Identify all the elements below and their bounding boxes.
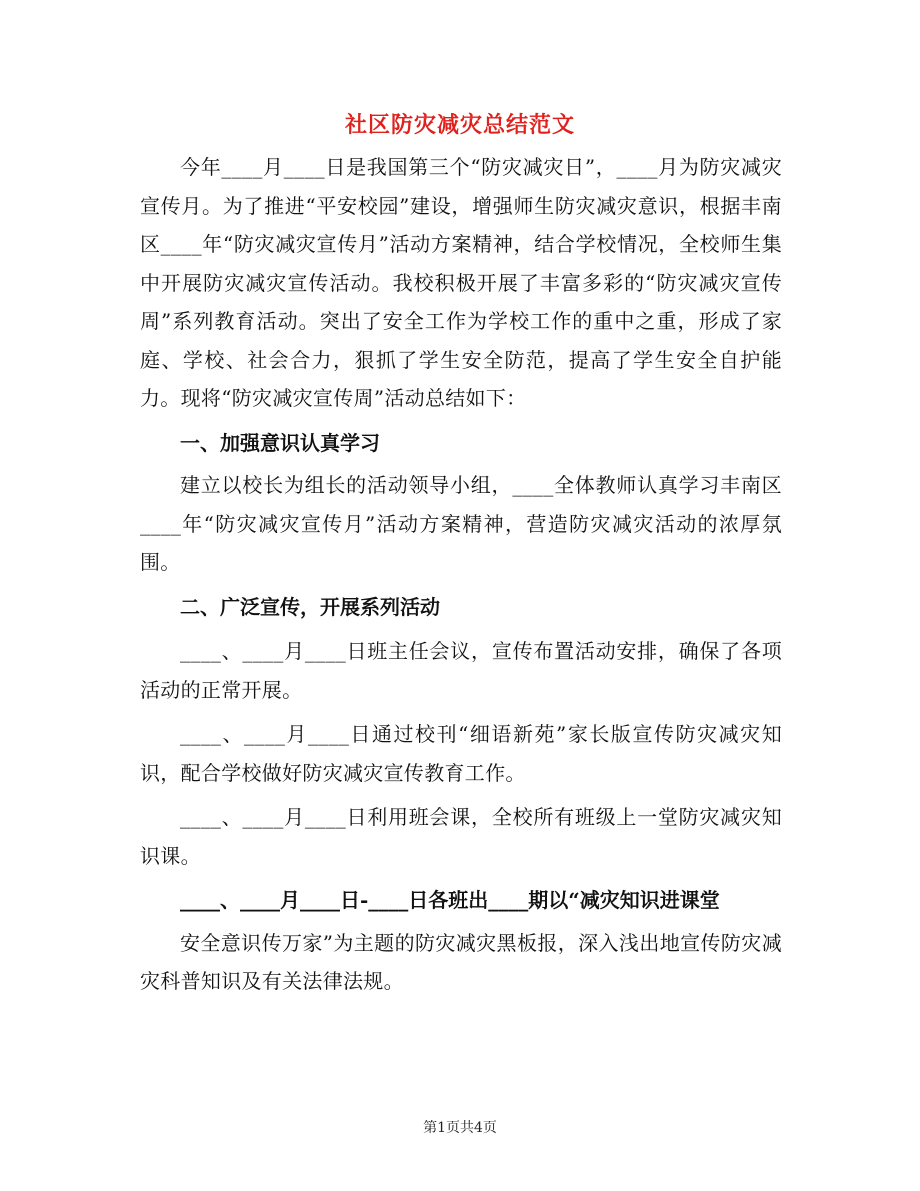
page-number-footer: 第1页共4页 [423, 1120, 497, 1136]
section-heading-2: 二、广泛宣传，开展系列活动 [180, 594, 440, 619]
document-title: 社区防灾减灾总结范文 [344, 112, 575, 138]
paragraph-item-1: ____、____月____日班主任会议，宣传布置活动安排，确保了各项活动的正常开展。 [140, 639, 782, 702]
section-heading-3: ____、____月____日-____日各班出____期以“减灾知识进课堂 [180, 888, 720, 912]
paragraph-intro: 今年____月____日是我国第三个“防灾减灾日”，____月为防灾减灾宣传月。为了推进“平安校园”建设，增强师生防灾减灾意识，根据丰南区____年“防灾减灾宣传月”活动方案精神，结合学校情况，全校师生集中开展防灾减灾宣传活动。我校积极开展了丰富多彩的“防灾减灾宣传周”系列教育活动。突出了安全工作为学校工作的重中之重，形成了家庭、学校、社会合力，狠抓了学生安全防范，提高了学生安全自护能力。现将“防灾减灾宣传周”活动总结如下： [140, 155, 782, 410]
paragraph-item-2: ____、____月____日通过校刊“细语新苑”家长版宣传防灾减灾知识，配合学校做好防灾减灾宣传教育工作。 [140, 722, 782, 785]
paragraph-item-4: 安全意识传万家”为主题的防灾减灾黑板报，深入浅出地宣传防灾减灾科普知识及有关法律法规。 [140, 930, 782, 993]
paragraph-item-3: ____、____月____日利用班会课，全校所有班级上一堂防灾减灾知识课。 [140, 805, 782, 868]
section-heading-1: 一、加强意识认真学习 [180, 430, 380, 455]
document-body [140, 148, 782, 1001]
paragraph-section-1: 建立以校长为组长的活动领导小组，____全体教师认真学习丰南区____年“防灾减灾宣传月”活动方案精神，营造防灾减灾活动的浓厚氛围。 [140, 473, 782, 574]
